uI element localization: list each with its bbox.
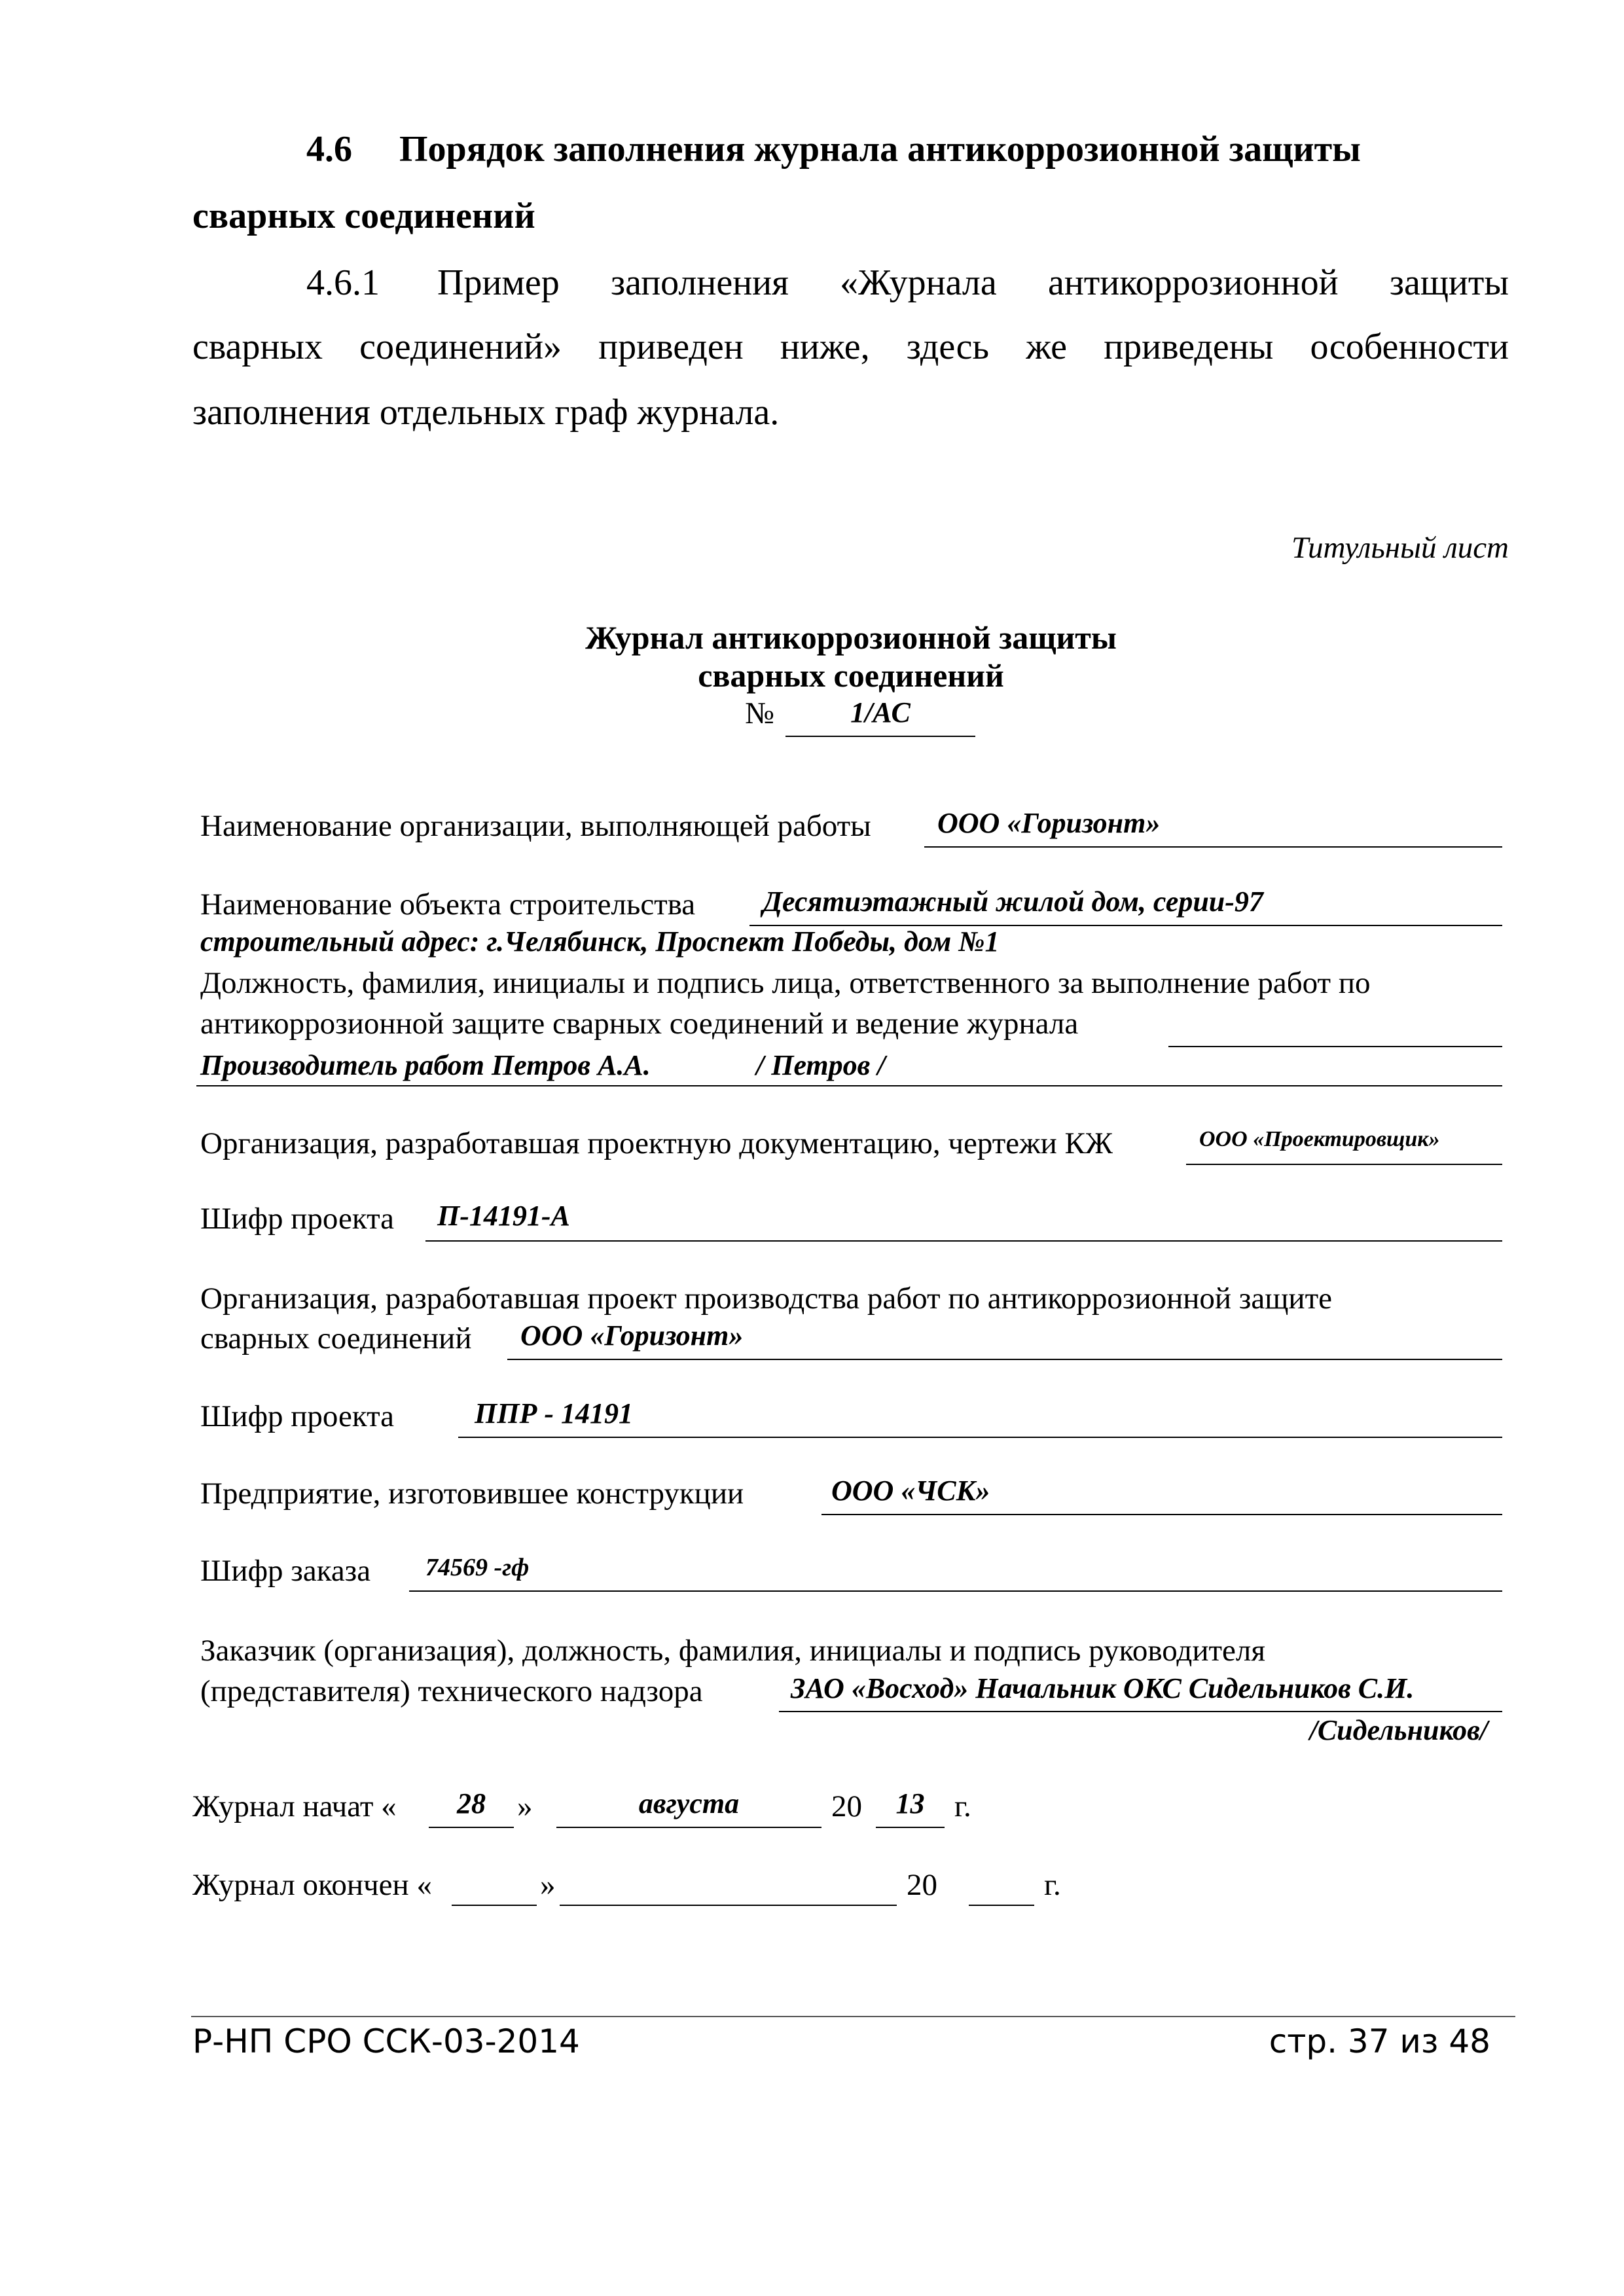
start-suffix: г. [954, 1789, 971, 1823]
customer-sign: /Сидельников/ [1309, 1714, 1488, 1746]
design-org-value: ООО «Проектировщик» [1199, 1127, 1440, 1151]
end-day-line [452, 1905, 537, 1906]
org-value: ООО «Горизонт» [937, 807, 1161, 839]
journal-number-line [785, 736, 975, 737]
end-month-line [560, 1905, 897, 1906]
ppr-code-value: ППР - 14191 [475, 1397, 633, 1429]
manufacturer-line [821, 1514, 1502, 1515]
start-label: Журнал начат « [192, 1789, 397, 1823]
start-year-prefix: 20 [831, 1789, 862, 1823]
design-org-label: Организация, разработавшая проектную документацию, чертежи КЖ [200, 1126, 1113, 1160]
start-year: 13 [895, 1787, 925, 1820]
start-quote-close: » [517, 1789, 533, 1823]
resp-line [196, 1085, 1502, 1086]
customer-label-line1: Заказчик (организация), должность, фамилия, инициалы и подпись руководителя [200, 1634, 1265, 1668]
project-code-label: Шифр проекта [200, 1202, 395, 1236]
journal-number-value: 1/АС [850, 696, 911, 728]
resp-label-line2: антикоррозионной защите сварных соединений и ведение журнала [200, 1007, 1079, 1041]
org-label: Наименование организации, выполняющей работы [200, 809, 871, 843]
customer-label-line2: (представителя) технического надзора [200, 1674, 703, 1708]
start-day: 28 [457, 1787, 486, 1820]
footer-divider [191, 2016, 1515, 2017]
journal-title-line1: Журнал антикоррозионной защиты [585, 619, 1117, 656]
section-title-line2: сварных соединений [192, 196, 535, 236]
para-line3: заполнения отдельных граф журнала. [192, 392, 780, 433]
customer-line [779, 1711, 1502, 1712]
address-value: строительный адрес: г.Челябинск, Проспект Победы, дом №1 [200, 925, 1000, 958]
object-value: Десятиэтажный жилой дом, серии-97 [763, 886, 1263, 918]
ppr-org-line [507, 1359, 1502, 1360]
order-value: 74569 -гф [425, 1554, 530, 1581]
customer-value: ЗАО «Восход» Начальник ОКС Сидельников С.И. [791, 1672, 1415, 1704]
end-year-line [969, 1905, 1034, 1906]
para-line2: сварных соединений» приведен ниже, здесь же приведены особенности [192, 327, 1509, 367]
section-title-line1: Порядок заполнения журнала антикоррозионной защиты [399, 129, 1361, 170]
footer-page: стр. 37 из 48 [1269, 2022, 1490, 2060]
resp-sign-line [1168, 1046, 1502, 1047]
ppr-org-value: ООО «Горизонт» [520, 1319, 744, 1352]
object-label: Наименование объекта строительства [200, 888, 696, 922]
manufacturer-value: ООО «ЧСК» [831, 1475, 990, 1507]
ppr-org-label-line1: Организация, разработавшая проект производства работ по антикоррозионной защите [200, 1282, 1332, 1316]
resp-sign: / Петров / [756, 1049, 886, 1081]
ppr-code-label: Шифр проекта [200, 1399, 395, 1433]
journal-title-line2: сварных соединений [698, 657, 1004, 694]
para-line1: Пример заполнения «Журнала антикоррозионной защиты [437, 262, 1509, 303]
end-label: Журнал окончен « [192, 1868, 432, 1902]
manufacturer-label: Предприятие, изготовившее конструкции [200, 1477, 744, 1511]
order-label: Шифр заказа [200, 1554, 371, 1588]
end-suffix: г. [1044, 1868, 1061, 1902]
resp-value: Производитель работ Петров А.А. [200, 1049, 651, 1081]
start-year-line [876, 1827, 945, 1828]
project-code-line [425, 1240, 1502, 1242]
end-quote-close: » [540, 1868, 556, 1902]
section-number: 4.6 [306, 129, 352, 170]
ppr-org-label-line2: сварных соединений [200, 1321, 472, 1355]
title-sheet-label: Титульный лист [1291, 531, 1509, 565]
order-line [409, 1590, 1502, 1592]
org-line [924, 846, 1502, 848]
start-month-line [556, 1827, 821, 1828]
para-number: 4.6.1 [306, 262, 380, 303]
journal-number-label: № [745, 696, 774, 730]
start-day-line [429, 1827, 514, 1828]
end-year-prefix: 20 [907, 1868, 937, 1902]
project-code-value: П-14191-А [437, 1200, 570, 1232]
resp-label-line1: Должность, фамилия, инициалы и подпись лица, ответственного за выполнение работ по [200, 966, 1371, 1000]
design-org-line [1186, 1164, 1502, 1165]
start-month: августа [638, 1787, 740, 1820]
footer-doc-code: Р-НП СРО ССК-03-2014 [192, 2022, 580, 2060]
ppr-code-line [458, 1437, 1502, 1438]
